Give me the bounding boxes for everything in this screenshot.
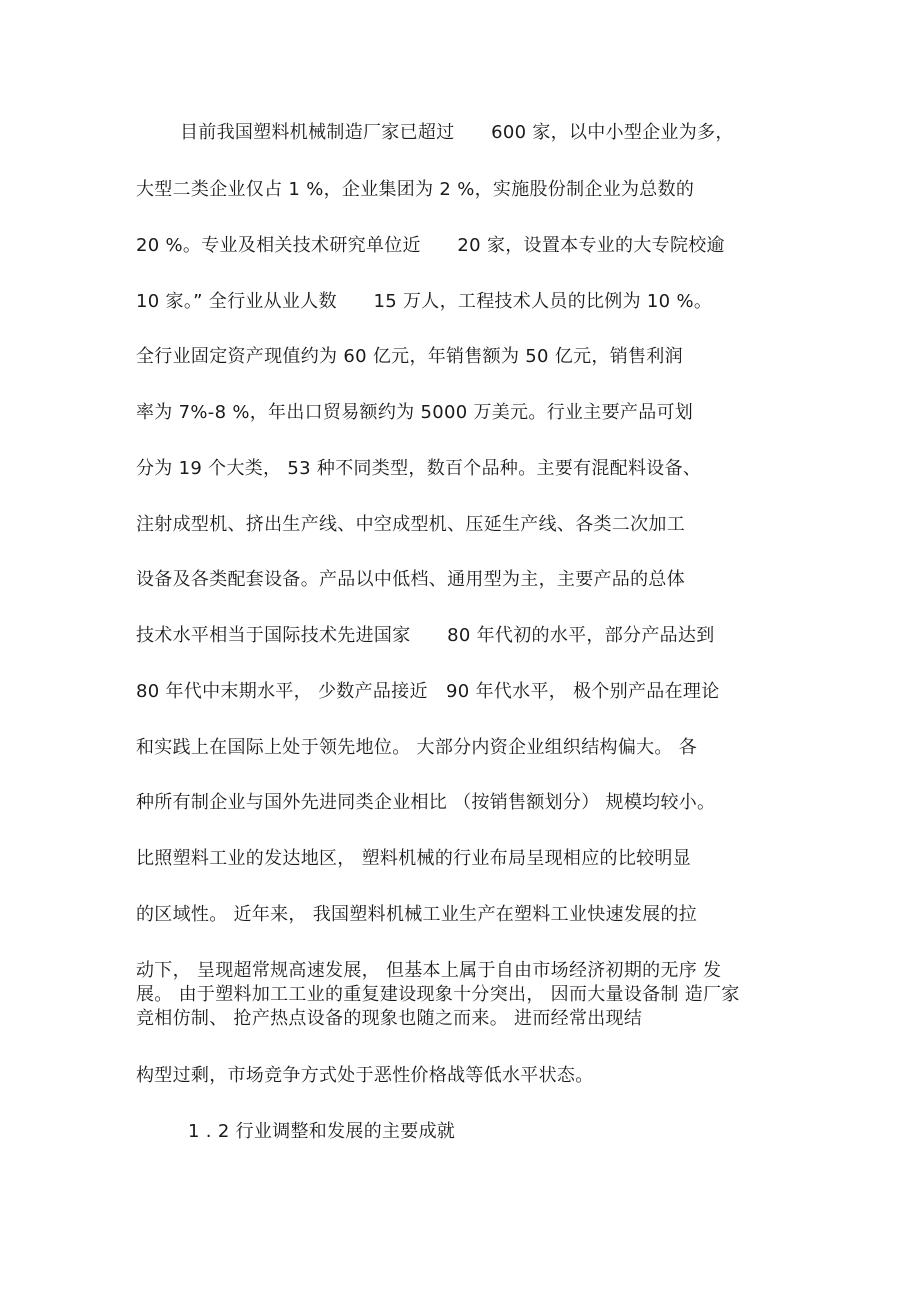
paragraph-line: 比照塑料工业的发达地区， 塑料机械的行业布局呈现相应的比较明显 xyxy=(136,848,692,869)
paragraph-line: 动下， 呈现超常规高速发展， 但基本上属于自由市场经济初期的无序 发 xyxy=(136,960,722,981)
paragraph-line: 全行业固定资产现值约为 60 亿元，年销售额为 50 亿元，销售利润 xyxy=(136,346,683,367)
paragraph-line: 注射成型机、挤出生产线、中空成型机、压延生产线、各类二次加工 xyxy=(136,514,685,535)
paragraph-line: 种所有制企业与国外先进同类企业相比 （按销售额划分） 规模均较小。 xyxy=(136,792,716,813)
paragraph-line: 大型二类企业仅占 1 %，企业集团为 2 %，实施股份制企业为总数的 xyxy=(136,179,695,200)
paragraph-line: 20 %。专业及相关技术研究单位近 20 家，设置本专业的大专院校逾 xyxy=(136,235,725,256)
paragraph-line: 80 年代中末期水平， 少数产品接近 90 年代水平， 极个别产品在理论 xyxy=(136,681,720,702)
paragraph-line: 和实践上在国际上处于领先地位。 大部分内资企业组织结构偏大。 各 xyxy=(136,737,698,758)
paragraph-line: 分为 19 个大类， 53 种不同类型，数百个品种。主要有混配料设备、 xyxy=(136,458,702,479)
paragraph-line: 技术水平相当于国际技术先进国家 80 年代初的水平，部分产品达到 xyxy=(136,625,715,646)
section-heading: 1 . 2 行业调整和发展的主要成就 xyxy=(188,1121,456,1142)
paragraph-line: 10 家。” 全行业从业人数 15 万人，工程技术人员的比例为 10 %。 xyxy=(136,291,713,312)
paragraph-line: 竞相仿制、 抢产热点设备的现象也随之而来。 进而经常出现结 xyxy=(136,1008,643,1029)
paragraph-line: 设备及各类配套设备。产品以中低档、通用型为主，主要产品的总体 xyxy=(136,569,685,590)
paragraph-line: 率为 7%-8 %，年出口贸易额约为 5000 万美元。行业主要产品可划 xyxy=(136,402,694,423)
paragraph-line: 构型过剩，市场竞争方式处于恶性价格战等低水平状态。 xyxy=(136,1065,594,1086)
paragraph-line: 展。 由于塑料加工工业的重复建设现象十分突出， 因而大量设备制 造厂家 xyxy=(136,984,740,1005)
paragraph-line: 目前我国塑料机械制造厂家已超过 600 家，以中小型企业为多， xyxy=(180,122,734,143)
paragraph-line: 的区域性。 近年来， 我国塑料机械工业生产在塑料工业快速发展的拉 xyxy=(136,904,698,925)
